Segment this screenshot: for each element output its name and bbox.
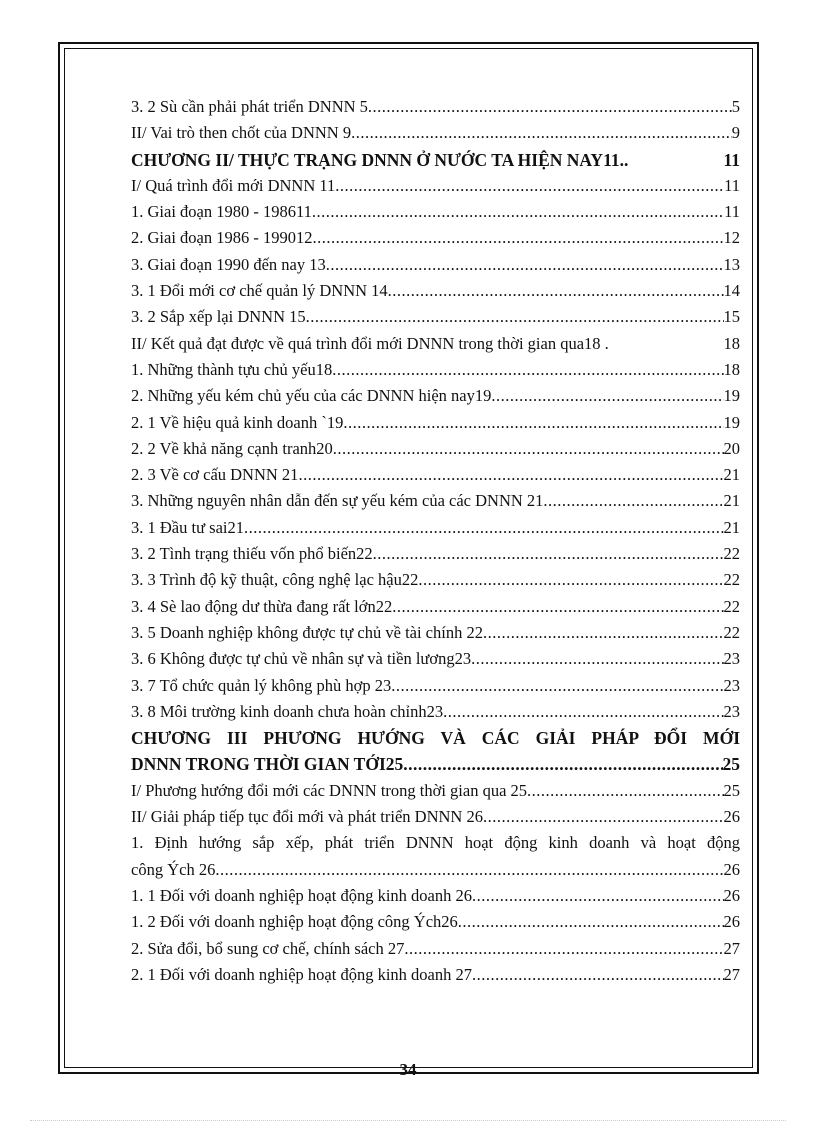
- toc-entry-page: 22: [723, 544, 740, 564]
- toc-entry: [131, 462, 740, 488]
- toc-entry-label: 3. 8 Môi trường kinh doanh chưa hoàn chỉnh23: [131, 701, 444, 721]
- toc-dot-leader: [312, 199, 724, 225]
- toc-entry: [131, 410, 740, 436]
- toc-dot-leader: [298, 462, 723, 488]
- toc-dot-leader: [312, 225, 723, 251]
- toc-entry-page: 25: [722, 754, 740, 775]
- toc-entry-label: 2. 1 Về hiệu quả kinh doanh `19: [131, 412, 344, 432]
- toc-entry-page: 22: [723, 596, 740, 616]
- toc-entry-page: 11: [723, 149, 740, 170]
- toc-entry-page: 22: [723, 622, 740, 642]
- toc-dot-leader: [392, 594, 723, 620]
- toc-entry-page: 21: [723, 517, 740, 537]
- toc-entry-page: 19: [723, 412, 740, 432]
- toc-entry-page: 26: [723, 912, 740, 932]
- toc-dot-leader: [527, 778, 723, 804]
- toc-dot-leader: [326, 252, 724, 278]
- toc-entry-label: 3. 2 Sắp xếp lại DNNN 15: [131, 307, 306, 327]
- bottom-divider: [30, 1120, 786, 1121]
- toc-entry-page: 13: [723, 254, 740, 274]
- toc-entry-label: 2. 1 Đối với doanh nghiệp hoạt động kinh doanh 27: [131, 964, 472, 984]
- toc-dot-leader: [391, 673, 723, 699]
- toc-entry-page: 9: [731, 123, 740, 143]
- toc-entry: [131, 962, 740, 988]
- toc-entry: [131, 278, 740, 304]
- toc-entry-label: 3. 2 Tình trạng thiếu vốn phổ biến22: [131, 544, 373, 564]
- toc-entry-label: 3. 1 Đầu tư sai21: [131, 517, 244, 537]
- toc-entry-label: 3. 7 Tổ chức quản lý không phù hợp 23: [131, 675, 392, 695]
- toc-entry-label: CHƯƠNG III PHƯƠNG HƯỚNG VÀ CÁC GIẢI PHÁP ĐỔI MỚI: [131, 728, 740, 749]
- toc-dot-leader: [472, 962, 724, 988]
- toc-entry-page: 21: [723, 491, 740, 511]
- toc-dot-leader: [306, 304, 724, 330]
- toc-entry-label: II/ Vai trò then chốt của DNNN 9: [131, 123, 352, 143]
- toc-entry: [131, 673, 740, 699]
- toc-dot-leader: [351, 120, 732, 146]
- toc-entry-label: 3. Những nguyên nhân dẫn đến sự yếu kém của các DNNN 21: [131, 491, 544, 511]
- toc-dot-leader: [458, 909, 724, 935]
- toc-entry-page: 23: [723, 675, 740, 695]
- toc-entry: [131, 830, 740, 856]
- toc-entry-label: 2. 2 Về khả năng cạnh tranh20: [131, 438, 333, 458]
- toc-entry-page: 23: [723, 701, 740, 721]
- toc-dot-leader: [333, 436, 724, 462]
- toc-entry: [131, 436, 740, 462]
- toc-entry: [131, 778, 740, 804]
- toc-entry-label: 3. 6 Không được tự chủ về nhân sự và tiền lương23: [131, 649, 472, 669]
- toc-entry-label: 3. 3 Trình độ kỹ thuật, công nghệ lạc hậu22: [131, 570, 419, 590]
- toc-entry: [131, 620, 740, 646]
- toc-dot-leader: [404, 936, 723, 962]
- toc-entry-page: 5: [731, 97, 740, 116]
- toc-entry-label: CHƯƠNG II/ THỰC TRẠNG DNNN Ở NƯỚC TA HIỆN NAY11..: [131, 149, 629, 170]
- toc-entry-label: 1. 1 Đối với doanh nghiệp hoạt động kinh doanh 26: [131, 885, 472, 905]
- toc-entry: [131, 883, 740, 909]
- toc-entry: [131, 94, 740, 120]
- toc-entry-label: I/ Phương hướng đổi mới các DNNN trong thời gian qua 25: [131, 780, 528, 800]
- toc-dot-leader: [335, 173, 724, 199]
- toc-dot-leader: [403, 751, 722, 777]
- toc-entry: [131, 147, 740, 173]
- toc-entry: [131, 804, 740, 830]
- toc-entry-label: 1. Giai đoạn 1980 - 198611: [131, 202, 312, 222]
- toc-dot-leader: [332, 357, 723, 383]
- toc-entry-page: 27: [723, 938, 740, 958]
- toc-entry-label: 2. Những yếu kém chủ yếu của các DNNN hiện nay19: [131, 386, 492, 406]
- toc-entry-page: 20: [723, 438, 740, 458]
- toc-entry: [131, 567, 740, 593]
- toc-entry-label: I/ Quá trình đổi mới DNNN 11: [131, 175, 336, 195]
- toc-entry-label: 3. 2 Sù cần phải phát triển DNNN 5: [131, 97, 368, 116]
- toc-entry: [131, 725, 740, 751]
- toc-entry: [131, 699, 740, 725]
- toc-entry: [131, 488, 740, 514]
- toc-dot-leader: [388, 278, 724, 304]
- toc-entry: [131, 857, 740, 883]
- toc-entry: [131, 225, 740, 251]
- toc-entry-label: 3. Giai đoạn 1990 đến nay 13: [131, 254, 326, 274]
- toc-entry: [131, 541, 740, 567]
- toc-entry-label: 1. 2 Đối với doanh nghiệp hoạt động công Ých26: [131, 912, 458, 932]
- toc-dot-leader: [215, 857, 723, 883]
- toc-entry: [131, 173, 740, 199]
- toc-entry-page: 21: [723, 465, 740, 485]
- toc-dot-leader: [472, 883, 724, 909]
- toc-entry-page: 11: [724, 202, 740, 222]
- toc-entry: [131, 515, 740, 541]
- toc-dot-leader: [373, 541, 724, 567]
- toc-entry-page: 26: [723, 807, 740, 827]
- toc-dot-leader: [343, 410, 723, 436]
- toc-dot-leader: [483, 620, 724, 646]
- toc-entry: [131, 594, 740, 620]
- toc-entry: [131, 252, 740, 278]
- table-of-contents: [131, 94, 740, 988]
- toc-dot-leader: [543, 488, 723, 514]
- toc-entry-page: 11: [724, 175, 740, 195]
- toc-dot-leader: [244, 515, 724, 541]
- toc-entry-label: 2. 3 Về cơ cấu DNNN 21: [131, 465, 299, 485]
- toc-entry-label: 3. 5 Doanh nghiệp không được tự chủ về tài chính 22: [131, 622, 483, 642]
- toc-dot-leader: [471, 646, 723, 672]
- toc-entry: [131, 646, 740, 672]
- toc-entry-page: 23: [723, 649, 740, 669]
- toc-entry-page: 26: [723, 885, 740, 905]
- toc-entry-label: 3. 4 Sè lao động dư thừa đang rất lớn22: [131, 596, 393, 616]
- toc-dot-leader: [418, 567, 723, 593]
- toc-dot-leader: [483, 804, 724, 830]
- toc-entry-label: công Ých 26: [131, 859, 216, 879]
- toc-entry: [131, 383, 740, 409]
- toc-entry-label: II/ Giải pháp tiếp tục đổi mới và phát triển DNNN 26: [131, 807, 483, 827]
- toc-entry-page: 15: [723, 307, 740, 327]
- toc-entry-label: 2. Sửa đổi, bổ sung cơ chế, chính sách 27: [131, 938, 405, 958]
- toc-entry-page: 14: [723, 281, 740, 301]
- toc-entry-page: 12: [723, 228, 740, 248]
- toc-entry: [131, 936, 740, 962]
- toc-entry-page: 26: [723, 859, 740, 879]
- toc-entry-page: 22: [723, 570, 740, 590]
- toc-entry-page: 18: [723, 359, 740, 379]
- toc-dot-leader: [368, 94, 732, 120]
- toc-entry-label: 1. Định hướng sắp xếp, phát triển DNNN hoạt động kinh doanh và hoạt động: [131, 833, 740, 853]
- toc-entry: [131, 751, 740, 777]
- toc-entry: [131, 199, 740, 225]
- toc-entry-label: 1. Những thành tựu chủ yếu18: [131, 359, 333, 379]
- toc-entry-label: 2. Giai đoạn 1986 - 199012: [131, 228, 313, 248]
- toc-entry-label: II/ Kết quả đạt được về quá trình đổi mới DNNN trong thời gian qua18 .: [131, 333, 609, 353]
- toc-entry: [131, 331, 740, 357]
- toc-entry-page: 25: [723, 780, 740, 800]
- toc-entry: [131, 120, 740, 146]
- toc-entry-label: 3. 1 Đổi mới cơ chế quản lý DNNN 14: [131, 281, 388, 301]
- toc-entry: [131, 909, 740, 935]
- toc-entry-page: 19: [723, 386, 740, 406]
- toc-entry-page: 27: [723, 964, 740, 984]
- toc-entry: [131, 304, 740, 330]
- toc-dot-leader: [443, 699, 723, 725]
- toc-dot-leader: [491, 383, 723, 409]
- page-number: 34: [399, 1060, 417, 1079]
- toc-entry: [131, 357, 740, 383]
- toc-entry-label: DNNN TRONG THỜI GIAN TỚI25: [131, 754, 404, 775]
- toc-entry-page: 18: [723, 333, 740, 353]
